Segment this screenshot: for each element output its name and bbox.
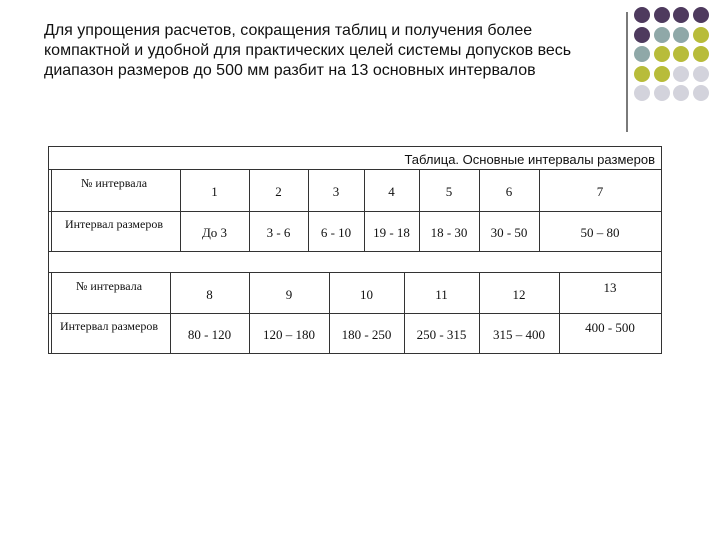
intervals-table — [48, 146, 662, 354]
table-rule — [49, 211, 661, 212]
decor-dot — [634, 27, 650, 43]
row-label-number: № интервала — [80, 176, 148, 190]
decor-dot — [673, 7, 689, 23]
table-rule — [49, 272, 661, 273]
interval-number: 3 — [332, 184, 340, 199]
table-rule — [49, 251, 661, 252]
decor-dot — [654, 66, 670, 82]
interval-range: До 3 — [201, 225, 228, 240]
interval-number: 8 — [206, 287, 213, 302]
interval-number: 4 — [388, 184, 395, 199]
interval-number: 10 — [360, 287, 373, 302]
table-rule — [49, 313, 661, 314]
interval-range: 315 – 400 — [493, 327, 545, 342]
decor-dot — [654, 85, 670, 101]
table-caption: Таблица. Основные интервалы размеров — [404, 152, 655, 167]
decor-dot — [693, 7, 709, 23]
interval-number: 13 — [603, 280, 617, 295]
decor-dot — [634, 85, 650, 101]
table-rule — [49, 169, 661, 170]
decor-dot — [673, 66, 689, 82]
interval-range: 30 - 50 — [490, 225, 528, 240]
row-label-range: Интервал размеров — [64, 217, 164, 231]
table-rule — [51, 272, 52, 354]
interval-number: 6 — [505, 184, 513, 199]
table-rule — [51, 169, 52, 251]
decor-dot — [654, 46, 670, 62]
decor-dot — [693, 85, 709, 101]
interval-range: 6 - 10 — [320, 225, 352, 240]
decor-dot — [634, 66, 650, 82]
interval-number: 1 — [211, 184, 218, 199]
interval-range: 250 - 315 — [416, 327, 467, 342]
decor-dot — [673, 85, 689, 101]
decor-dot — [693, 27, 709, 43]
row-label-range: Интервал размеров — [59, 319, 159, 333]
interval-number: 5 — [445, 184, 453, 199]
decor-dot — [673, 27, 689, 43]
interval-number: 11 — [435, 287, 448, 302]
interval-number: 9 — [285, 287, 293, 302]
decor-dot — [634, 7, 650, 23]
interval-range: 18 - 30 — [430, 225, 468, 240]
decor-vertical-line — [626, 12, 628, 132]
decor-dot — [634, 46, 650, 62]
decor-dot — [654, 7, 670, 23]
row-label-number: № интервала — [75, 279, 143, 293]
interval-range: 19 - 18 — [373, 225, 410, 240]
interval-range: 3 - 6 — [266, 225, 291, 240]
interval-number: 7 — [596, 184, 604, 199]
decor-dot — [654, 27, 670, 43]
interval-range: 80 - 120 — [187, 327, 232, 342]
decor-dot — [693, 66, 709, 82]
interval-range: 50 – 80 — [580, 225, 620, 240]
slide-heading: Для упрощения расчетов, сокращения таблиц и получения более компактной и удобной для практических целей системы допусков весь диапазон размеров до 500 мм разбит на 13 основных интервалов — [44, 22, 572, 79]
interval-range: 120 – 180 — [263, 327, 315, 342]
interval-number: 12 — [512, 287, 526, 302]
interval-range: 400 - 500 — [585, 320, 635, 335]
interval-range: 180 - 250 — [341, 327, 392, 342]
decor-dot — [673, 46, 689, 62]
interval-number: 2 — [275, 184, 282, 199]
decor-dot — [693, 46, 709, 62]
